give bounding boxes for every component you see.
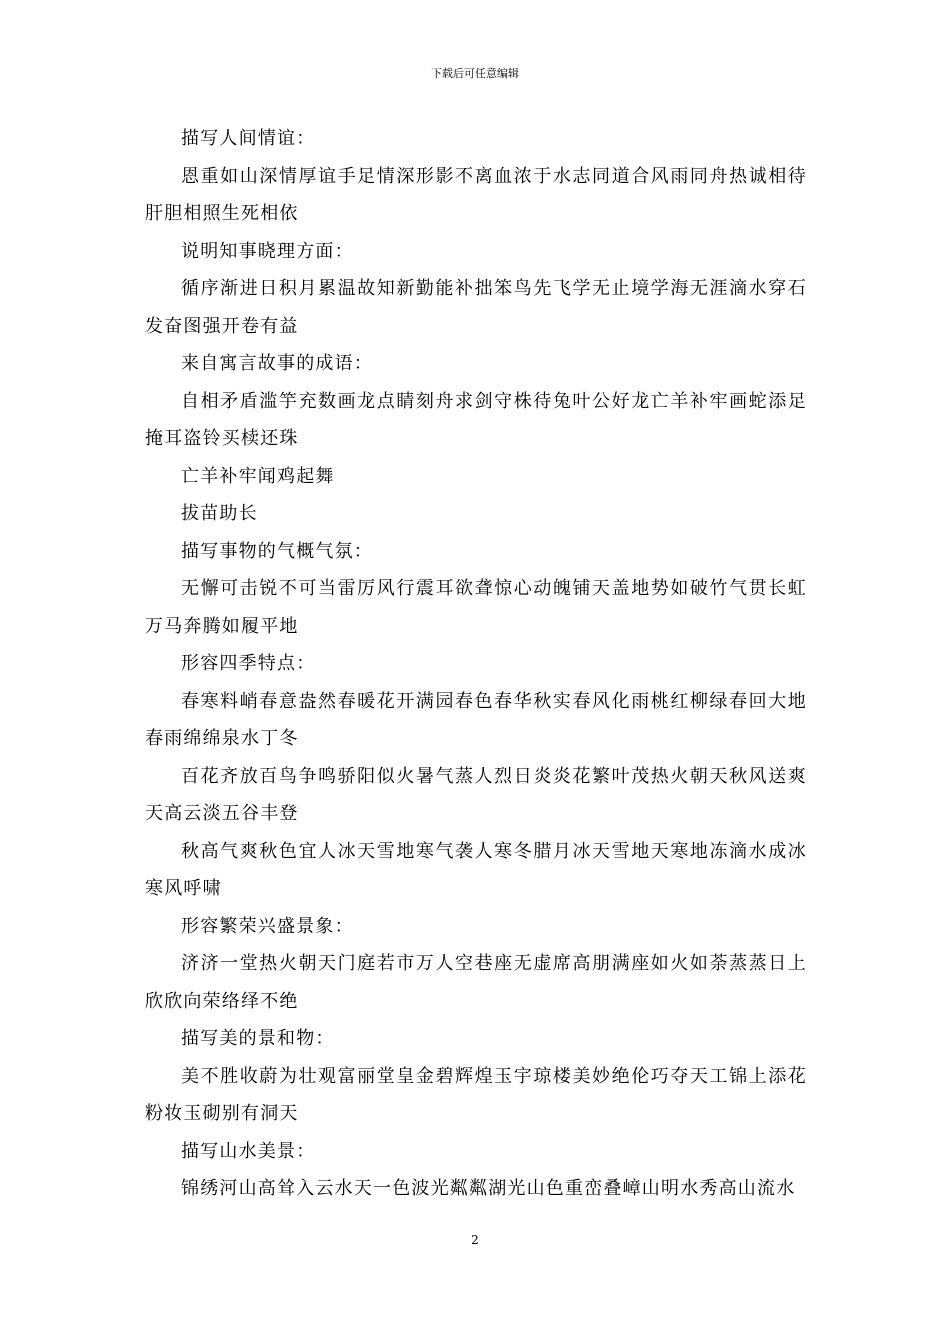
section-heading-landscape: 描写山水美景： xyxy=(181,1140,316,1162)
idiom-list-fables-extra-2: 拔苗助长 xyxy=(181,503,258,524)
idiom-list-beauty: 美不胜收蔚为壮观富丽堂皇金碧辉煌玉宇琼楼美妙绝伦巧夺天工锦上添花粉妆玉砌别有洞天 xyxy=(145,1065,807,1124)
page-header: 下载后可任意编辑 xyxy=(431,67,519,80)
idiom-list-prosperity: 济济一堂热火朝天门庭若市万人空巷座无虚席高朋满座如火如荼蒸蒸日上欣欣向荣络绎不绝 xyxy=(145,953,807,1012)
section-heading-friendship: 描写人间情谊： xyxy=(181,128,316,149)
idiom-list-fables-extra-1: 亡羊补牢闻鸡起舞 xyxy=(181,465,335,487)
section-heading-beauty: 描写美的景和物： xyxy=(181,1028,335,1049)
idiom-list-fables: 自相矛盾滥竽充数画龙点睛刻舟求剑守株待兔叶公好龙亡羊补牢画蛇添足掩耳盗铃买椟还珠 xyxy=(145,390,807,449)
section-heading-reasoning: 说明知事晓理方面： xyxy=(181,240,354,262)
idiom-list-summer: 百花齐放百鸟争鸣骄阳似火暑气蒸人烈日炎炎花繁叶茂热火朝天秋风送爽天高云淡五谷丰登 xyxy=(145,765,807,824)
idiom-list-atmosphere: 无懈可击锐不可当雷厉风行震耳欲聋惊心动魄铺天盖地势如破竹气贯长虹万马奔腾如履平地 xyxy=(145,578,807,637)
section-heading-atmosphere: 描写事物的气概气氛： xyxy=(181,540,373,562)
section-heading-prosperity: 形容繁荣兴盛景象： xyxy=(181,915,354,937)
idiom-list-spring: 春寒料峭春意盎然春暖花开满园春色春华秋实春风化雨桃红柳绿春回大地春雨绵绵泉水丁冬 xyxy=(145,690,807,749)
idiom-list-friendship: 恩重如山深情厚谊手足情深形影不离血浓于水志同道合风雨同舟热诚相待肝胆相照生死相依 xyxy=(145,165,807,224)
idiom-list-landscape: 锦绣河山高耸入云水天一色波光粼粼湖光山色重峦叠嶂山明水秀高山流水 xyxy=(181,1178,796,1199)
page-number: 2 xyxy=(471,1233,479,1247)
idiom-list-reasoning: 循序渐进日积月累温故知新勤能补拙笨鸟先飞学无止境学海无涯滴水穿石发奋图强开卷有益 xyxy=(145,278,807,337)
section-heading-seasons: 形容四季特点： xyxy=(181,653,316,674)
document-body xyxy=(145,120,807,1208)
section-heading-fables: 来自寓言故事的成语： xyxy=(181,353,373,374)
idiom-list-autumn-winter: 秋高气爽秋色宜人冰天雪地寒气袭人寒冬腊月冰天雪地天寒地冻滴水成冰寒风呼啸 xyxy=(145,840,807,899)
